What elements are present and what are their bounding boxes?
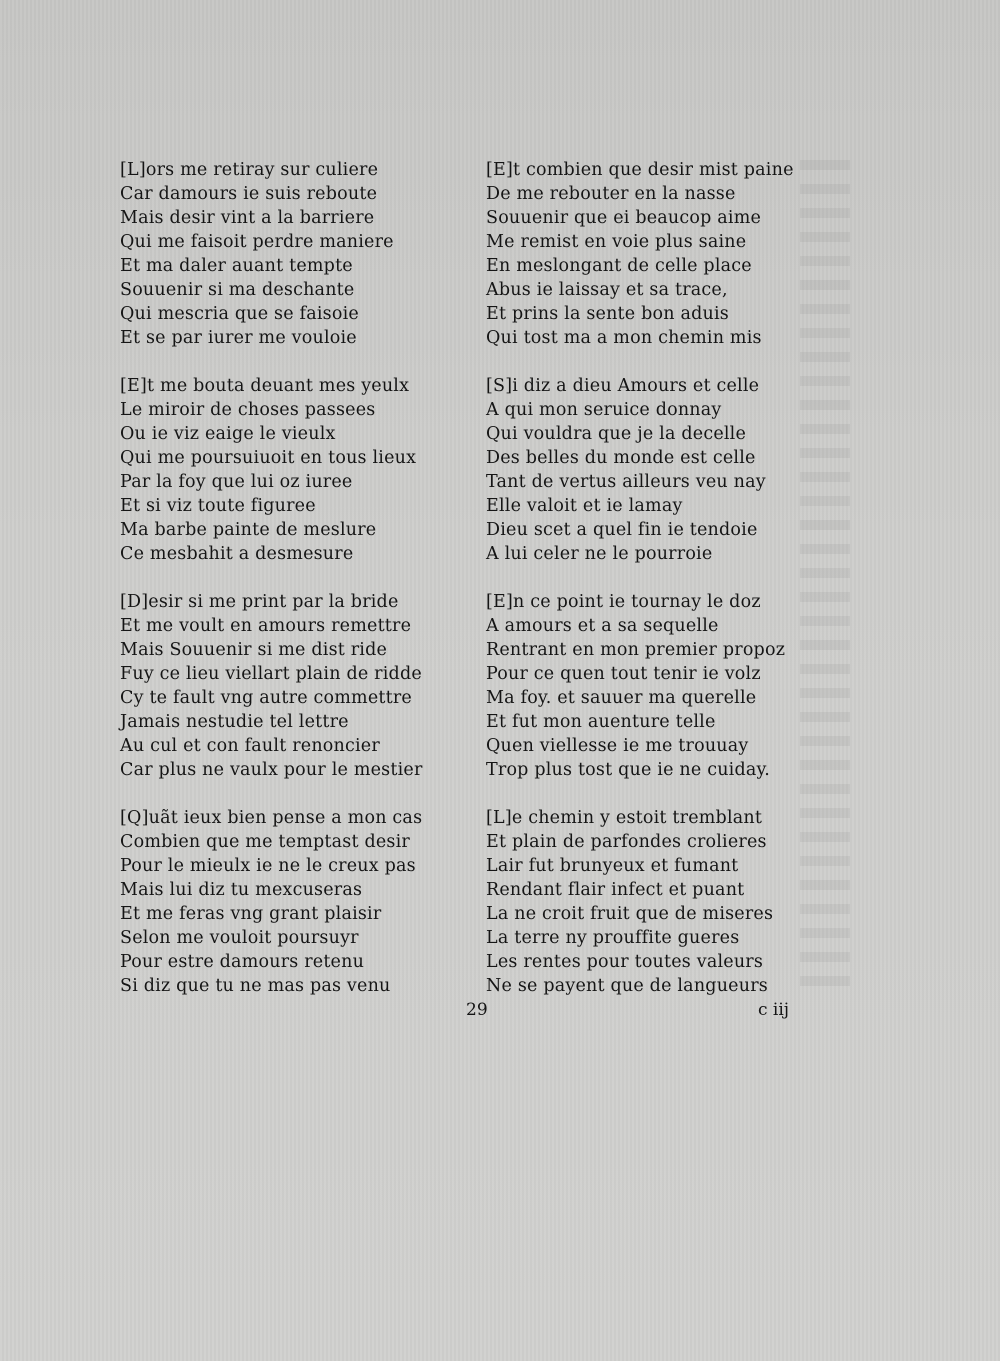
verse-line: Et plain de parfondes crolieres: [486, 832, 767, 852]
stanza: [120, 374, 450, 566]
verse-line: Mais Souuenir si me dist ride: [120, 640, 388, 660]
verse-line: [E]t combien que desir mist paine: [486, 160, 794, 180]
verse-line: Trop plus tost que ie ne cuiday.: [486, 760, 771, 780]
stanza: [486, 374, 816, 566]
verse-line: A qui mon seruice donnay: [486, 400, 722, 420]
verse-line: [L]e chemin y estoit tremblant: [486, 808, 763, 828]
verse-line: Cy te fault vng autre commettre: [120, 688, 412, 708]
verse-line: Et me feras vng grant plaisir: [120, 904, 382, 924]
verse-line: Ma foy. et sauuer ma querelle: [486, 688, 757, 708]
verse-line: Ce mesbahit a desmesure: [120, 544, 354, 564]
verse-line: Dieu scet a quel fin ie tendoie: [486, 520, 758, 540]
verse-line: Et prins la sente bon aduis: [486, 304, 729, 324]
stanza: [486, 590, 816, 782]
left-column: [120, 158, 450, 1022]
verse-line: Et se par iurer me vouloie: [120, 328, 357, 348]
verse-line: Rendant flair infect et puant: [486, 880, 745, 900]
verse-line: Le miroir de choses passees: [120, 400, 376, 420]
right-column: [486, 158, 816, 1022]
verse-line: A amours et a sa sequelle: [486, 616, 719, 636]
verse-line: Ou ie viz eaige le vieulx: [120, 424, 336, 444]
verse-line: Des belles du monde est celle: [486, 448, 756, 468]
verse-line: Qui me faisoit perdre maniere: [120, 232, 394, 252]
verse-line: Car plus ne vaulx pour le mestier: [120, 760, 423, 780]
verse-line: [S]i diz a dieu Amours et celle: [486, 376, 760, 396]
verse-line: Les rentes pour toutes valeurs: [486, 952, 764, 972]
verse-line: Quen viellesse ie me trouuay: [486, 736, 749, 756]
stanza: [120, 590, 450, 782]
verse-line: La ne croit fruit que de miseres: [486, 904, 774, 924]
stanza: [120, 158, 450, 350]
signature-mark: c iij: [758, 1000, 790, 1020]
verse-line: A lui celer ne le pourroie: [486, 544, 713, 564]
verse-line: Lair fut brunyeux et fumant: [486, 856, 739, 876]
verse-line: [D]esir si me print par la bride: [120, 592, 399, 612]
verse-line: La terre ny prouffite gueres: [486, 928, 740, 948]
verse-line: Par la foy que lui oz iuree: [120, 472, 353, 492]
verse-line: Rentrant en mon premier propoz: [486, 640, 786, 660]
verse-line: Qui me poursuiuoit en tous lieux: [120, 448, 417, 468]
verse-line: Car damours ie suis reboute: [120, 184, 378, 204]
verse-line: En meslongant de celle place: [486, 256, 752, 276]
verse-line: Ma barbe painte de meslure: [120, 520, 377, 540]
verse-line: Mais desir vint a la barriere: [120, 208, 375, 228]
verse-line: Combien que me temptast desir: [120, 832, 410, 852]
verse-line: Abus ie laissay et sa trace,: [486, 280, 728, 300]
verse-line: Mais lui diz tu mexcuseras: [120, 880, 363, 900]
verse-line: [L]ors me retiray sur culiere: [120, 160, 379, 180]
verse-line: Souuenir si ma deschante: [120, 280, 355, 300]
stanza: [120, 806, 450, 998]
page-number: 29: [466, 1000, 488, 1020]
verse-line: Pour ce quen tout tenir ie volz: [486, 664, 761, 684]
verse-line: [Q]uãt ieux bien pense a mon cas: [120, 808, 423, 828]
verse-line: Pour estre damours retenu: [120, 952, 365, 972]
verse-line: Au cul et con fault renoncier: [120, 736, 380, 756]
verse-line: Pour le mieulx ie ne le creux pas: [120, 856, 416, 876]
verse-line: Fuy ce lieu viellart plain de ridde: [120, 664, 422, 684]
verse-line: [E]t me bouta deuant mes yeulx: [120, 376, 410, 396]
verse-line: [E]n ce point ie tournay le doz: [486, 592, 761, 612]
verse-line: Et fut mon auenture telle: [486, 712, 716, 732]
verse-line: Jamais nestudie tel lettre: [120, 712, 349, 732]
verse-line: Qui mescria que se faisoie: [120, 304, 359, 324]
verse-line: Qui tost ma a mon chemin mis: [486, 328, 762, 348]
verse-line: Tant de vertus ailleurs veu nay: [486, 472, 766, 492]
stanza: [486, 158, 816, 350]
stanza: [486, 806, 816, 998]
verse-line: Et ma daler auant tempte: [120, 256, 353, 276]
verse-line: De me rebouter en la nasse: [486, 184, 736, 204]
verse-line: Selon me vouloit poursuyr: [120, 928, 359, 948]
verse-line: Me remist en voie plus saine: [486, 232, 747, 252]
verse-line: Elle valoit et ie lamay: [486, 496, 683, 516]
verse-line: Et si viz toute figuree: [120, 496, 316, 516]
verse-line: Qui vouldra que je la decelle: [486, 424, 747, 444]
verse-line: Et me voult en amours remettre: [120, 616, 412, 636]
verse-line: Souuenir que ei beaucop aime: [486, 208, 762, 228]
verse-line: Si diz que tu ne mas pas venu: [120, 976, 391, 996]
verse-line: Ne se payent que de langueurs: [486, 976, 768, 996]
